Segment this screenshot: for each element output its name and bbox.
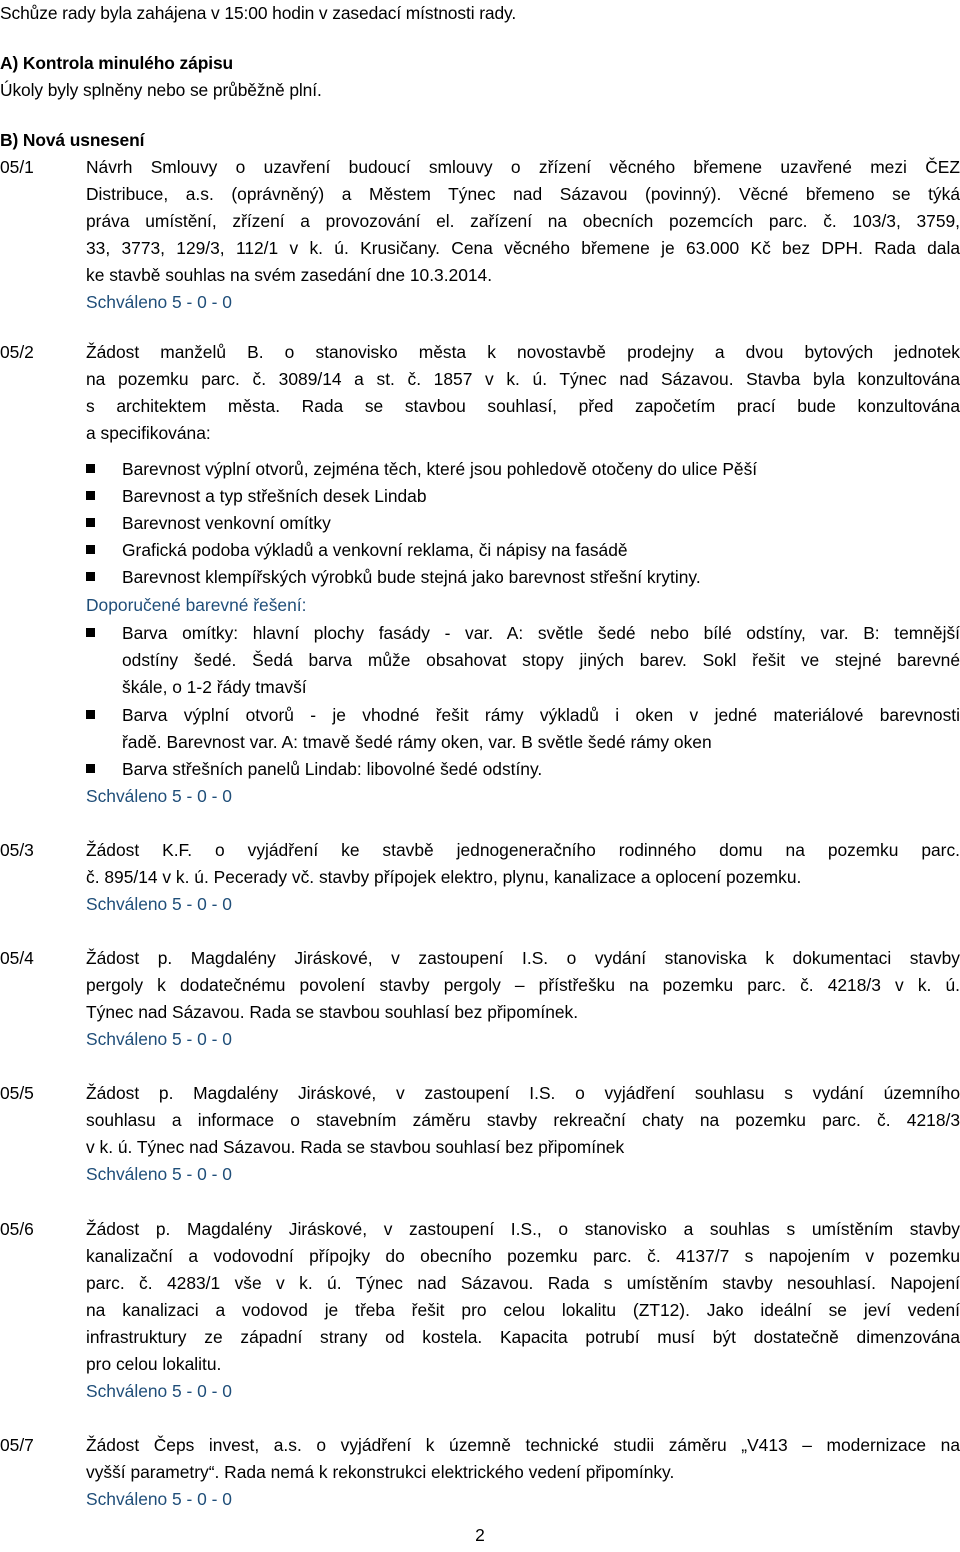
bullet-item: Grafická podoba výkladů a venkovní reklama, či nápisy na fasádě bbox=[122, 540, 628, 560]
recommended-heading: Doporučené barevné řešení: bbox=[86, 595, 307, 615]
item-text-line: 33, 3773, 129/3, 112/1 v k. ú. Krusičany. Cena věcného břemene je 63.000 Kč bez DPH. Rada dala bbox=[86, 238, 960, 258]
item-number: 05/3 bbox=[0, 840, 34, 860]
intro-text: Schůze rady byla zahájena v 15:00 hodin v zasedací místnosti rady. bbox=[0, 3, 517, 23]
approval-status: Schváleno 5 - 0 - 0 bbox=[86, 1381, 232, 1401]
item-text-line: Žádost K.F. o vyjádření ke stavbě jednogeneračního rodinného domu na pozemku parc. bbox=[86, 840, 960, 860]
item-text-line: na pozemku parc. č. 3089/14 a st. č. 1857 v k. ú. Týnec nad Sázavou. Stavba byla konzultována bbox=[86, 369, 960, 389]
bullet-square-icon bbox=[86, 628, 95, 637]
bullet-item: Barevnost venkovní omítky bbox=[122, 513, 331, 533]
item-text-line: infrastruktury ze západní strany od kostela. Kapacita potrubí musí být dostatečně dimenzována bbox=[86, 1327, 960, 1347]
bullet-square-icon bbox=[86, 464, 95, 473]
item-text-line: vyšší parametry“. Rada nemá k rekonstrukci elektrického vedení připomínky. bbox=[86, 1462, 675, 1482]
item-text-line: Návrh Smlouvy o uzavření budoucí smlouvy o zřízení věcného břemene uzavřené mezi ČEZ bbox=[86, 157, 960, 177]
approval-status: Schváleno 5 - 0 - 0 bbox=[86, 1489, 232, 1509]
page-number: 2 bbox=[475, 1525, 485, 1545]
item-number: 05/5 bbox=[0, 1083, 34, 1103]
item-text-line: pergoly k dodatečnému povolení stavby pergoly – přístřešku na pozemku parc. č. 4218/3 v k. ú. bbox=[86, 975, 960, 995]
approval-status: Schváleno 5 - 0 - 0 bbox=[86, 894, 232, 914]
item-text-line: Žádost manželů B. o stanovisko města k novostavbě prodejny a dvou bytových jednotek bbox=[86, 342, 960, 362]
approval-status: Schváleno 5 - 0 - 0 bbox=[86, 292, 232, 312]
bullet-item-continued: škále, o 1-2 řády tmavší bbox=[122, 677, 307, 697]
bullet-item: Barevnost a typ střešních desek Lindab bbox=[122, 486, 427, 506]
item-number: 05/1 bbox=[0, 157, 34, 177]
bullet-item-continued: řadě. Barevnost var. A: tmavě šedé rámy oken, var. B světle šedé rámy oken bbox=[122, 732, 712, 752]
item-number: 05/4 bbox=[0, 948, 34, 968]
bullet-item: Barva výplní otvorů - je vhodné řešit rámy výkladů i oken v jedné materiálové barevnosti bbox=[122, 705, 960, 725]
bullet-square-icon bbox=[86, 710, 95, 719]
item-text-line: parc. č. 4283/1 vše v k. ú. Týnec nad Sázavou. Rada s umístěním stavby nesouhlasí. Napojení bbox=[86, 1273, 960, 1293]
approval-status: Schváleno 5 - 0 - 0 bbox=[86, 786, 232, 806]
item-text-line: na kanalizaci a vodovod je třeba řešit pro celou lokalitu (ZT12). Jako ideální se jeví vedení bbox=[86, 1300, 960, 1320]
item-text-line: Žádost p. Magdalény Jiráskové, v zastoupení I.S., o stanovisko a souhlas s umístěním stavby bbox=[86, 1219, 960, 1239]
bullet-item: Barevnost klempířských výrobků bude stejná jako barevnost střešní krytiny. bbox=[122, 567, 701, 587]
item-text-line: ke stavbě souhlas na svém zasedání dne 10.3.2014. bbox=[86, 265, 493, 285]
item-text-line: a specifikována: bbox=[86, 423, 211, 443]
bullet-square-icon bbox=[86, 518, 95, 527]
item-number: 05/2 bbox=[0, 342, 34, 362]
bullet-square-icon bbox=[86, 545, 95, 554]
item-text-line: Žádost Čeps invest, a.s. o vyjádření k územně technické studii záměru „V413 – modernizace na bbox=[86, 1435, 960, 1455]
item-text-line: souhlasu a informace o stavebním záměru stavby rekreační chaty na pozemku parc. č. 4218/3 bbox=[86, 1110, 960, 1130]
section-a-heading: A) Kontrola minulého zápisu bbox=[0, 53, 234, 73]
item-text-line: v k. ú. Týnec nad Sázavou. Rada se stavbou souhlasí bez připomínek bbox=[86, 1137, 625, 1157]
section-b-heading: B) Nová usnesení bbox=[0, 130, 145, 150]
item-text-line: Distribuce, a.s. (oprávněný) a Městem Týnec nad Sázavou (povinný). Věcné břemeno se týká bbox=[86, 184, 960, 204]
bullet-square-icon bbox=[86, 572, 95, 581]
approval-status: Schváleno 5 - 0 - 0 bbox=[86, 1029, 232, 1049]
item-text-line: s architektem města. Rada se stavbou souhlasí, před započetím prací bude konzultována bbox=[86, 396, 960, 416]
item-text-line: Žádost p. Magdalény Jiráskové, v zastoupení I.S. o vyjádření souhlasu s vydání územního bbox=[86, 1083, 960, 1103]
item-text-line: č. 895/14 v k. ú. Pecerady vč. stavby přípojek elektro, plynu, kanalizace a oplocení pozemku. bbox=[86, 867, 802, 887]
item-text-line: práva umístění, zřízení a provozování el. zařízení na obecních pozemcích parc. č. 103/3, 3759, bbox=[86, 211, 960, 231]
item-text-line: pro celou lokalitu. bbox=[86, 1354, 222, 1374]
bullet-item: Barva střešních panelů Lindab: libovolné šedé odstíny. bbox=[122, 759, 543, 779]
item-text-line: kanalizační a vodovodní přípojky do obecního pozemku parc. č. 4137/7 s napojením v pozemku bbox=[86, 1246, 960, 1266]
item-text-line: Žádost p. Magdalény Jiráskové, v zastoupení I.S. o vydání stanoviska k dokumentaci stavby bbox=[86, 948, 960, 968]
bullet-item: Barva omítky: hlavní plochy fasády - var. A: světle šedé nebo bílé odstíny, var. B: temnější bbox=[122, 623, 960, 643]
item-number: 05/6 bbox=[0, 1219, 34, 1239]
approval-status: Schváleno 5 - 0 - 0 bbox=[86, 1164, 232, 1184]
bullet-square-icon bbox=[86, 764, 95, 773]
section-a-text: Úkoly byly splněny nebo se průběžně plní. bbox=[0, 80, 322, 100]
bullet-item: Barevnost výplní otvorů, zejména těch, které jsou pohledově otočeny do ulice Pěší bbox=[122, 459, 758, 479]
item-text-line: Týnec nad Sázavou. Rada se stavbou souhlasí bez připomínek. bbox=[86, 1002, 579, 1022]
bullet-item-continued: odstíny šedé. Šedá barva může obsahovat stopy jiných barev. Sokl řešit ve stejné barevné bbox=[122, 650, 960, 670]
item-number: 05/7 bbox=[0, 1435, 34, 1455]
bullet-square-icon bbox=[86, 491, 95, 500]
